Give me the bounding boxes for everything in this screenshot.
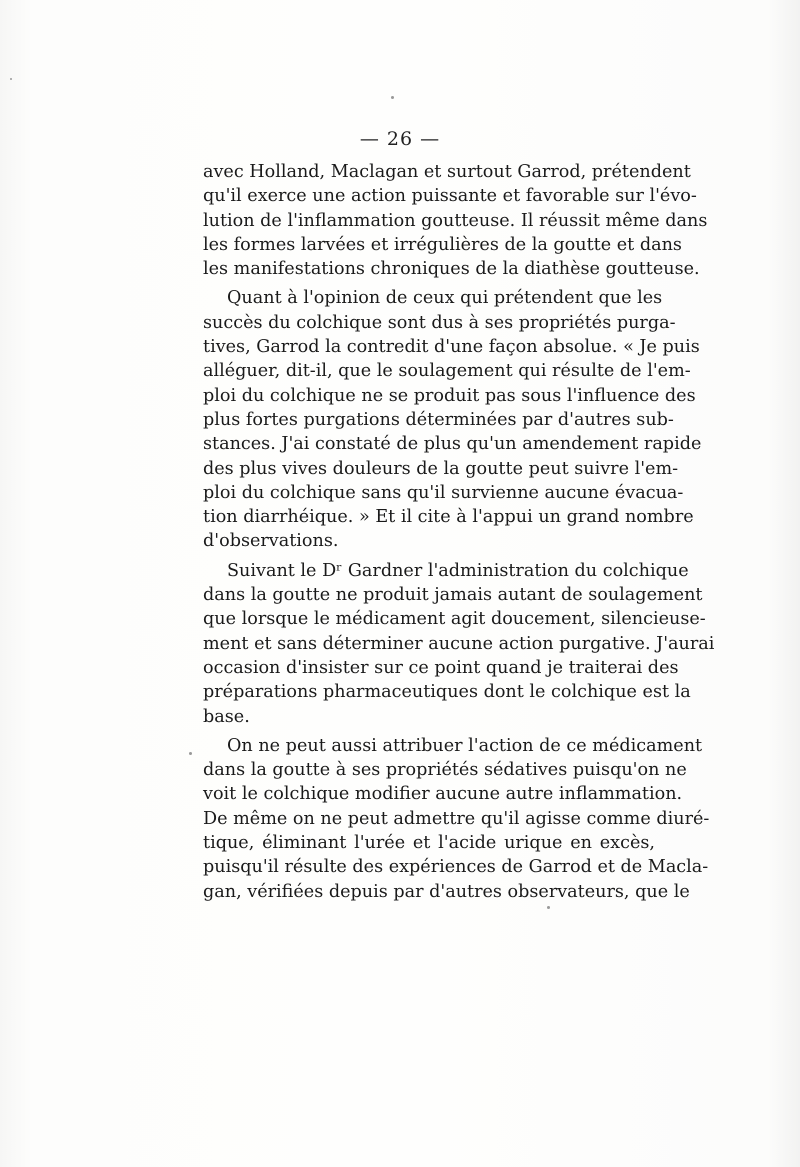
text-line: gan, vérifiées depuis par d'autres observateurs, que le (203, 881, 690, 902)
text-line: que lorsque le médicament agit doucement, silencieuse- (203, 609, 706, 630)
text-line: dans la goutte à ses propriétés sédatives puisqu'on ne (203, 760, 687, 781)
text-line: dans la goutte ne produit jamais autant de soulagement (203, 585, 703, 606)
text-line: avec Holland, Maclagan et surtout Garrod, prétendent (203, 162, 691, 182)
text-line: les manifestations chroniques de la diathèse goutteuse. (203, 259, 700, 280)
text-line: des plus vives douleurs de la goutte peut suivre l'em- (203, 458, 679, 479)
paragraph-1 (203, 160, 708, 281)
paragraph-3 (203, 559, 715, 729)
text-line: alléguer, dit-il, que le soulagement qui résulte de l'em- (203, 361, 691, 382)
text-line: puisqu'il résulte des expériences de Garrod et de Macla- (203, 857, 709, 878)
text-line: On ne peut aussi attribuer l'action de ce médicament (227, 735, 703, 756)
paragraph-2 (203, 286, 702, 553)
text-line: tives, Garrod la contredit d'une façon absolue. « Je puis (203, 337, 700, 358)
text-line: d'observations. (203, 531, 339, 552)
text-line: succès du colchique sont dus à ses propriétés purga- (203, 312, 676, 333)
scan-speck (10, 78, 12, 80)
page-number: — 26 — (359, 128, 441, 150)
text-line: Suivant le Dʳ Gardner l'administration du colchique (227, 560, 689, 581)
text-line: ploi du colchique ne se produit pas sous l'influence des (203, 385, 696, 406)
text-line: préparations pharmaceutiques dont le colchique est la (203, 682, 691, 703)
text-line: voit le colchique modifier aucune autre inflammation. (203, 784, 683, 805)
text-line: stances. J'ai constaté de plus qu'un amendement rapide (203, 434, 702, 455)
scan-speck (189, 752, 192, 755)
text-line: occasion d'insister sur ce point quand je traiterai des (203, 657, 679, 678)
body-text (203, 160, 715, 904)
text-line: Quant à l'opinion de ceux qui prétendent que les (227, 288, 663, 309)
text-line: les formes larvées et irrégulières de la goutte et dans (203, 234, 682, 255)
paragraph-4 (203, 734, 710, 904)
text-line: tique, éliminant l'urée et l'acide urique en excès, (203, 833, 655, 854)
text-line: base. (203, 706, 250, 727)
text-line: tion diarrhéique. » Et il cite à l'appui un grand nombre (203, 507, 694, 528)
scan-speck (547, 906, 550, 909)
text-line: plus fortes purgations déterminées par d'autres sub- (203, 409, 674, 430)
text-line: lution de l'inflammation goutteuse. Il réussit même dans (203, 210, 708, 231)
text-line: ment et sans déterminer aucune action purgative. J'aurai (203, 633, 715, 654)
text-line: ploi du colchique sans qu'il survienne aucune évacua- (203, 482, 684, 503)
text-line: qu'il exerce une action puissante et favorable sur l'évo- (203, 186, 697, 207)
text-line: De même on ne peut admettre qu'il agisse comme diuré- (203, 808, 710, 829)
scan-speck (391, 96, 394, 99)
